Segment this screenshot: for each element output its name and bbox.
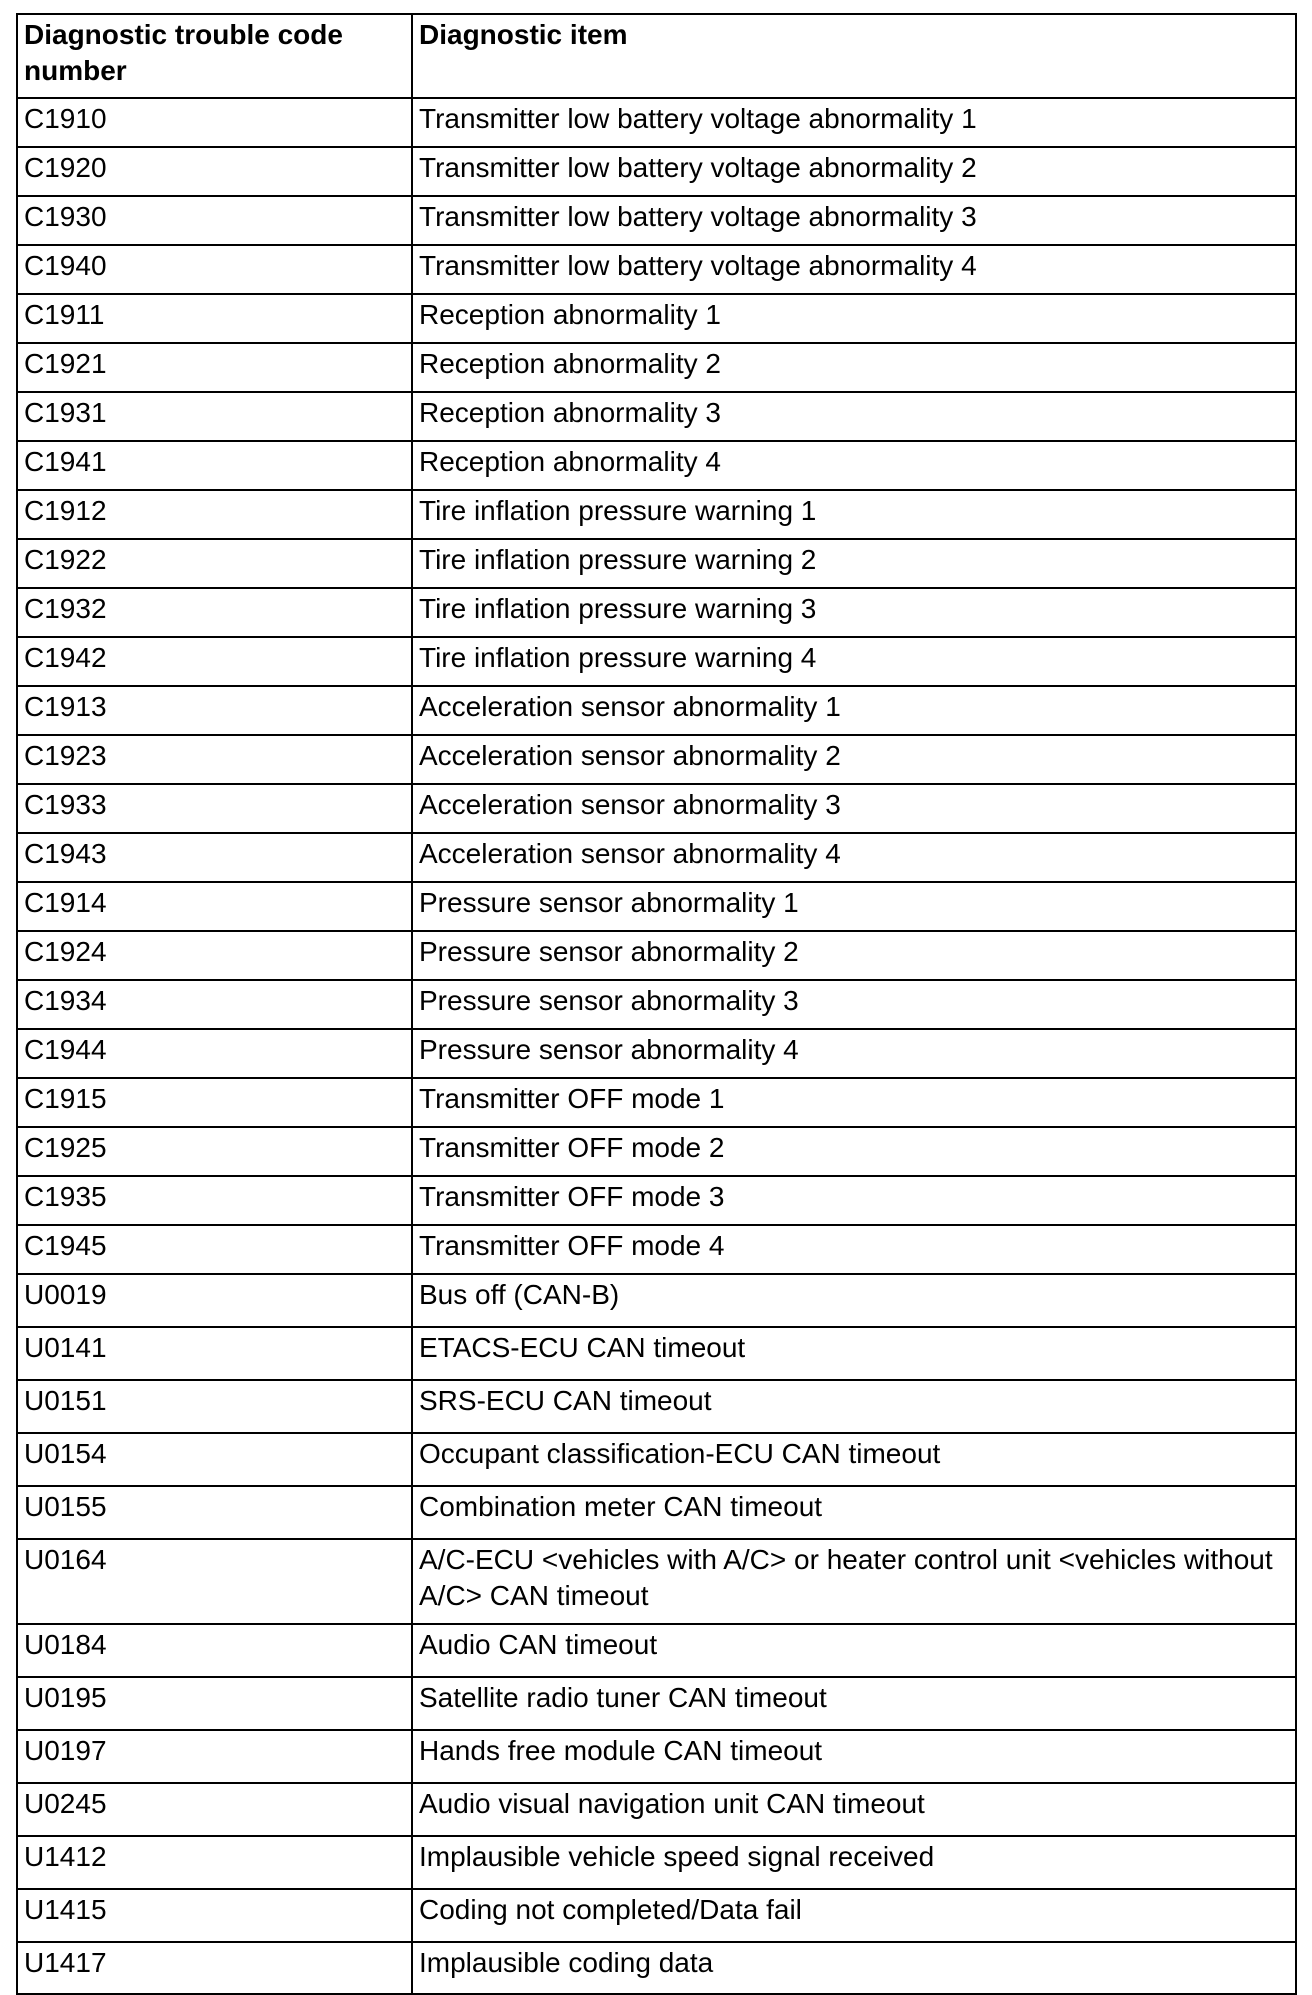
table-row — [17, 539, 1296, 588]
dtc-code-cell: C1935 — [17, 1176, 412, 1225]
dtc-code-cell: C1933 — [17, 784, 412, 833]
table-row — [17, 294, 1296, 343]
diagnostic-item-cell: Pressure sensor abnormality 3 — [412, 980, 1296, 1029]
diagnostic-item-cell: Implausible coding data — [412, 1942, 1296, 1994]
header-item: Diagnostic item — [412, 14, 1296, 98]
diagnostic-item-cell: Acceleration sensor abnormality 4 — [412, 833, 1296, 882]
diagnostic-item-cell: Transmitter OFF mode 4 — [412, 1225, 1296, 1274]
table-row — [17, 1176, 1296, 1225]
diagnostic-item-cell: Acceleration sensor abnormality 2 — [412, 735, 1296, 784]
diagnostic-item-cell: Transmitter low battery voltage abnormality 4 — [412, 245, 1296, 294]
table-row — [17, 588, 1296, 637]
dtc-code-cell: U0151 — [17, 1380, 412, 1433]
dtc-code-cell: C1921 — [17, 343, 412, 392]
diagnostic-item-cell: Transmitter OFF mode 3 — [412, 1176, 1296, 1225]
dtc-code-cell: C1914 — [17, 882, 412, 931]
table-row — [17, 882, 1296, 931]
table-row — [17, 1836, 1296, 1889]
dtc-code-cell: U1412 — [17, 1836, 412, 1889]
dtc-code-cell: U1415 — [17, 1889, 412, 1942]
table-row — [17, 1624, 1296, 1677]
table-row — [17, 490, 1296, 539]
dtc-code-cell: U0019 — [17, 1274, 412, 1327]
table-row — [17, 1078, 1296, 1127]
dtc-code-cell: C1922 — [17, 539, 412, 588]
table-row — [17, 637, 1296, 686]
diagnostic-item-cell: Transmitter OFF mode 1 — [412, 1078, 1296, 1127]
diagnostic-item-cell: SRS-ECU CAN timeout — [412, 1380, 1296, 1433]
table-body — [17, 98, 1296, 1994]
table-row — [17, 686, 1296, 735]
dtc-code-cell: U0195 — [17, 1677, 412, 1730]
table-row — [17, 1327, 1296, 1380]
dtc-code-cell: C1920 — [17, 147, 412, 196]
dtc-code-cell: C1943 — [17, 833, 412, 882]
table-row — [17, 1730, 1296, 1783]
table-row — [17, 196, 1296, 245]
dtc-code-cell: U0155 — [17, 1486, 412, 1539]
dtc-code-cell: C1910 — [17, 98, 412, 147]
diagnostic-item-cell: Transmitter low battery voltage abnormality 1 — [412, 98, 1296, 147]
dtc-code-cell: C1923 — [17, 735, 412, 784]
diagnostic-item-cell: Implausible vehicle speed signal received — [412, 1836, 1296, 1889]
dtc-code-cell: C1913 — [17, 686, 412, 735]
dtc-code-cell: C1944 — [17, 1029, 412, 1078]
diagnostic-item-cell: Combination meter CAN timeout — [412, 1486, 1296, 1539]
diagnostic-item-cell: Audio visual navigation unit CAN timeout — [412, 1783, 1296, 1836]
dtc-code-cell: C1930 — [17, 196, 412, 245]
diagnostic-item-cell: Reception abnormality 1 — [412, 294, 1296, 343]
diagnostic-item-cell: Satellite radio tuner CAN timeout — [412, 1677, 1296, 1730]
table-row — [17, 1539, 1296, 1624]
dtc-code-cell: C1924 — [17, 931, 412, 980]
table-row — [17, 833, 1296, 882]
dtc-code-cell: U0141 — [17, 1327, 412, 1380]
diagnostic-item-cell: Reception abnormality 3 — [412, 392, 1296, 441]
diagnostic-item-cell: Tire inflation pressure warning 2 — [412, 539, 1296, 588]
diagnostic-item-cell: Acceleration sensor abnormality 1 — [412, 686, 1296, 735]
diagnostic-item-cell: Tire inflation pressure warning 3 — [412, 588, 1296, 637]
table-row — [17, 343, 1296, 392]
diagnostic-item-cell: Reception abnormality 4 — [412, 441, 1296, 490]
dtc-code-cell: C1940 — [17, 245, 412, 294]
diagnostic-item-cell: Pressure sensor abnormality 1 — [412, 882, 1296, 931]
dtc-code-cell: C1925 — [17, 1127, 412, 1176]
table-row — [17, 1274, 1296, 1327]
table-row — [17, 1942, 1296, 1994]
table-row — [17, 245, 1296, 294]
dtc-code-cell: C1945 — [17, 1225, 412, 1274]
table-row — [17, 1433, 1296, 1486]
table-row — [17, 392, 1296, 441]
dtc-code-cell: C1912 — [17, 490, 412, 539]
diagnostic-item-cell: Bus off (CAN-B) — [412, 1274, 1296, 1327]
diagnostic-item-cell: Tire inflation pressure warning 4 — [412, 637, 1296, 686]
dtc-code-cell: C1915 — [17, 1078, 412, 1127]
diagnostic-item-cell: Occupant classification-ECU CAN timeout — [412, 1433, 1296, 1486]
dtc-code-cell: U0154 — [17, 1433, 412, 1486]
table-row — [17, 1783, 1296, 1836]
table-row — [17, 931, 1296, 980]
table-row — [17, 1677, 1296, 1730]
dtc-code-cell: U0197 — [17, 1730, 412, 1783]
table-row — [17, 1029, 1296, 1078]
dtc-code-cell: U0184 — [17, 1624, 412, 1677]
diagnostic-item-cell: Reception abnormality 2 — [412, 343, 1296, 392]
table-row — [17, 1127, 1296, 1176]
table-row — [17, 1380, 1296, 1433]
diagnostic-item-cell: Pressure sensor abnormality 2 — [412, 931, 1296, 980]
diagnostic-item-cell: ETACS-ECU CAN timeout — [412, 1327, 1296, 1380]
diagnostic-item-cell: Acceleration sensor abnormality 3 — [412, 784, 1296, 833]
dtc-code-cell: C1932 — [17, 588, 412, 637]
diagnostic-item-cell: A/C-ECU <vehicles with A/C> or heater control unit <vehicles without A/C> CAN timeout — [412, 1539, 1296, 1624]
table-row — [17, 98, 1296, 147]
table-row — [17, 784, 1296, 833]
dtc-code-cell: C1931 — [17, 392, 412, 441]
diagnostic-item-cell: Pressure sensor abnormality 4 — [412, 1029, 1296, 1078]
diagnostic-item-cell: Transmitter OFF mode 2 — [412, 1127, 1296, 1176]
table-row — [17, 1225, 1296, 1274]
dtc-code-cell: C1911 — [17, 294, 412, 343]
dtc-code-cell: U0245 — [17, 1783, 412, 1836]
dtc-code-cell: U0164 — [17, 1539, 412, 1624]
diagnostic-item-cell: Coding not completed/Data fail — [412, 1889, 1296, 1942]
dtc-code-cell: C1934 — [17, 980, 412, 1029]
dtc-code-cell: C1942 — [17, 637, 412, 686]
table-row — [17, 147, 1296, 196]
diagnostic-item-cell: Tire inflation pressure warning 1 — [412, 490, 1296, 539]
table-row — [17, 735, 1296, 784]
table-row — [17, 441, 1296, 490]
header-code: Diagnostic trouble code number — [17, 14, 412, 98]
dtc-table — [16, 13, 1297, 1995]
table-row — [17, 1486, 1296, 1539]
dtc-code-cell: U1417 — [17, 1942, 412, 1994]
table-header-row — [17, 14, 1296, 98]
diagnostic-item-cell: Audio CAN timeout — [412, 1624, 1296, 1677]
table-row — [17, 1889, 1296, 1942]
table-row — [17, 980, 1296, 1029]
diagnostic-item-cell: Transmitter low battery voltage abnormality 3 — [412, 196, 1296, 245]
diagnostic-item-cell: Hands free module CAN timeout — [412, 1730, 1296, 1783]
diagnostic-item-cell: Transmitter low battery voltage abnormality 2 — [412, 147, 1296, 196]
dtc-code-cell: C1941 — [17, 441, 412, 490]
